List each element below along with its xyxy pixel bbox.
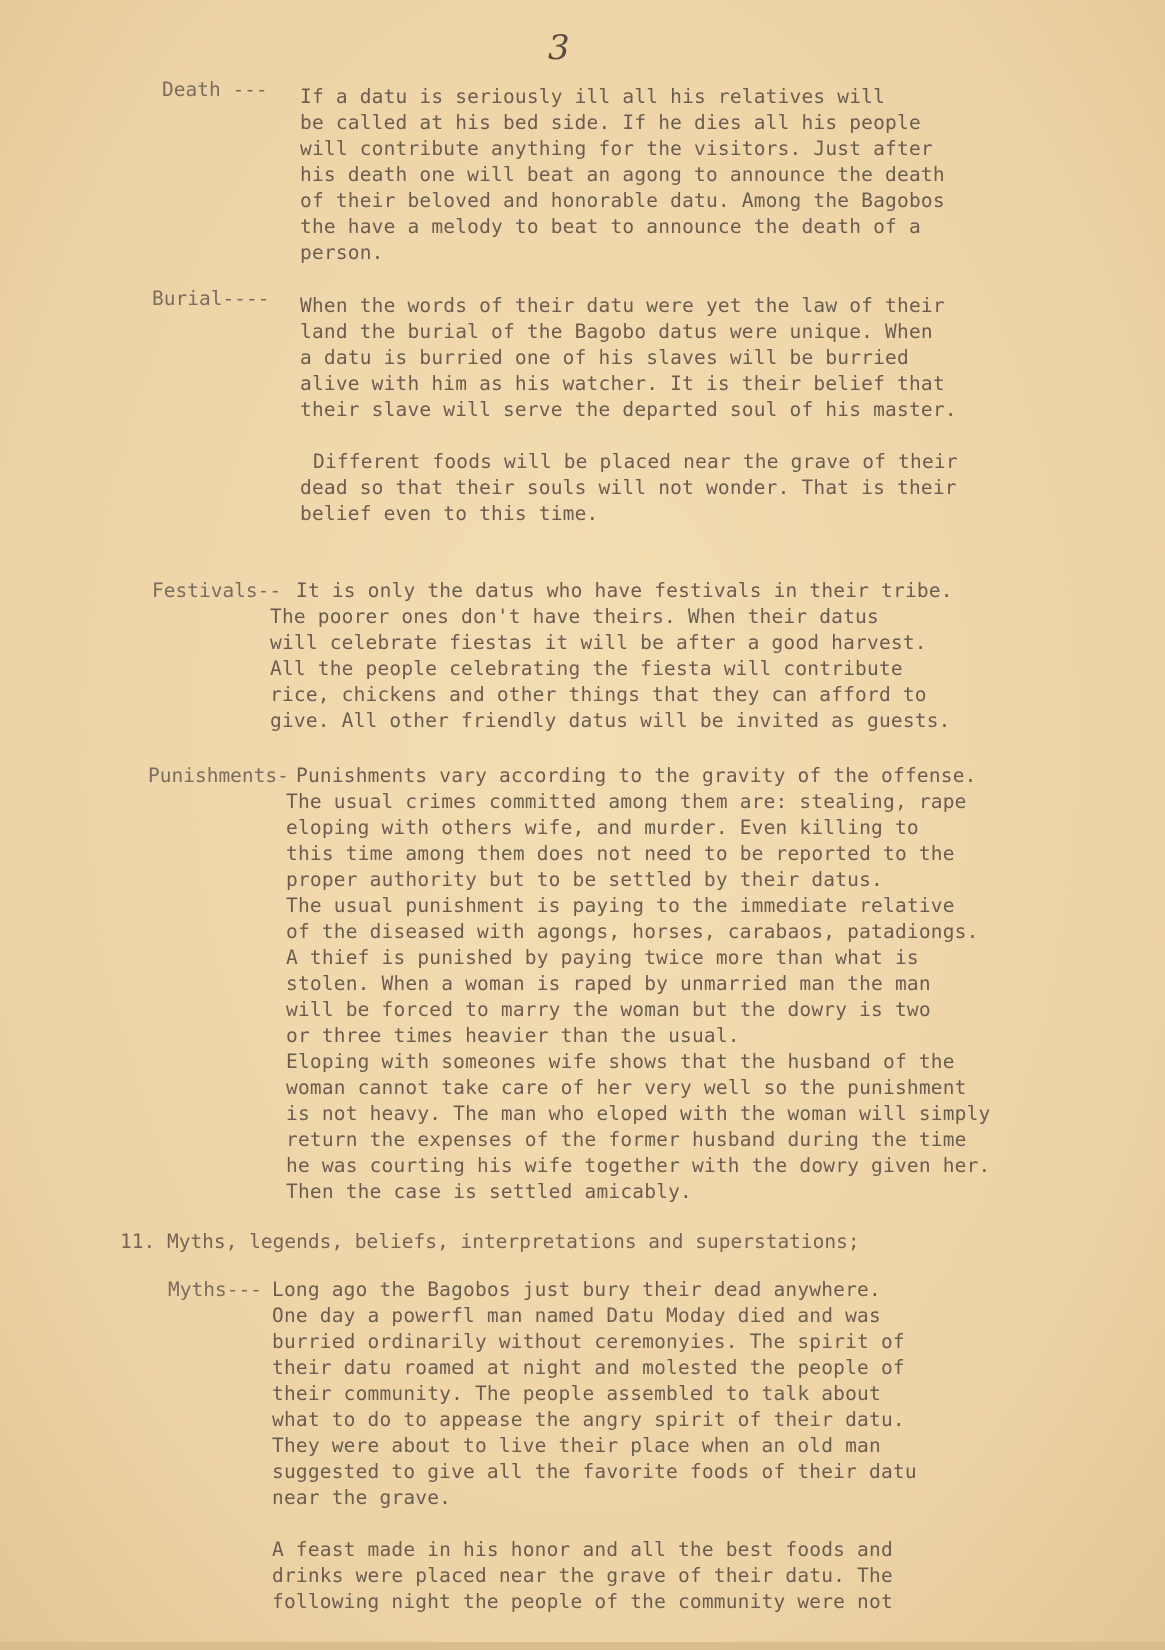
- myths-line-8: suggested to give all the favorite foods of their datu: [272, 1460, 917, 1483]
- punishments-line-17: Then the case is settled amicably.: [286, 1180, 692, 1203]
- death-line-3: will contribute anything for the visitors. Just after: [300, 137, 933, 160]
- section-11-heading: 11. Myths, legends, beliefs, interpretations and superstations;: [120, 1230, 860, 1253]
- page-number: 3: [548, 28, 570, 68]
- myths-line-9: near the grave.: [272, 1486, 452, 1509]
- burial-line-4: alive with him as his watcher. It is their belief that: [300, 372, 945, 395]
- punishments-line-16: he was courting his wife together with the dowry given her.: [286, 1154, 991, 1177]
- punishments-line-6: The usual punishment is paying to the immediate relative: [286, 894, 955, 917]
- festivals-line-6: give. All other friendly datus will be invited as guests.: [270, 709, 951, 732]
- myths-para2-line-2: drinks were placed near the grave of their datu. The: [272, 1564, 893, 1587]
- myths-line-2: One day a powerfl man named Datu Moday died and was: [272, 1304, 881, 1327]
- death-line-5: of their beloved and honorable datu. Among the Bagobos: [300, 189, 945, 212]
- myths-line-5: their community. The people assembled to talk about: [272, 1382, 881, 1405]
- burial-para2-line-3: belief even to this time.: [300, 502, 599, 525]
- punishments-line-4: this time among them does not need to be reported to the: [286, 842, 955, 865]
- burial-label: Burial----: [152, 287, 270, 310]
- festivals-line-3: will celebrate fiestas it will be after a good harvest.: [270, 631, 927, 654]
- punishments-line-2: The usual crimes committed among them are: stealing, rape: [286, 790, 967, 813]
- myths-line-4: their datu roamed at night and molested the people of: [272, 1356, 905, 1379]
- punishments-line-15: return the expenses of the former husband during the time: [286, 1128, 967, 1151]
- punishments-line-5: proper authority but to be settled by their datus.: [286, 868, 883, 891]
- myths-line-1: Long ago the Bagobos just bury their dead anywhere.: [272, 1278, 881, 1301]
- myths-para2-line-1: A feast made in his honor and all the best foods and: [272, 1538, 893, 1561]
- festivals-line-2: The poorer ones don't have theirs. When their datus: [270, 605, 879, 628]
- burial-para2-line-2: dead so that their souls will not wonder. That is their: [300, 476, 957, 499]
- death-line-7: person.: [300, 241, 384, 264]
- punishments-line-11: or three times heavier than the usual.: [286, 1024, 740, 1047]
- myths-line-6: what to do to appease the angry spirit of their datu.: [272, 1408, 905, 1431]
- death-line-2: be called at his bed side. If he dies all his people: [300, 111, 921, 134]
- burial-line-1: When the words of their datu were yet the law of their: [300, 294, 945, 317]
- burial-para2-line-1: Different foods will be placed near the grave of their: [313, 450, 958, 473]
- death-line-6: the have a melody to beat to announce the death of a: [300, 215, 921, 238]
- punishments-line-1: Punishments vary according to the gravity of the offense.: [296, 764, 977, 787]
- myths-line-7: They were about to live their place when an old man: [272, 1434, 881, 1457]
- punishments-line-9: stolen. When a woman is raped by unmarried man the man: [286, 972, 931, 995]
- punishments-line-12: Eloping with someones wife shows that the husband of the: [286, 1050, 955, 1073]
- myths-label: Myths---: [168, 1278, 262, 1301]
- punishments-line-3: eloping with others wife, and murder. Even killing to: [286, 816, 919, 839]
- festivals-line-5: rice, chickens and other things that they can afford to: [270, 683, 927, 706]
- punishments-line-10: will be forced to marry the woman but the dowry is two: [286, 998, 931, 1021]
- punishments-line-13: woman cannot take care of her very well so the punishment: [286, 1076, 967, 1099]
- myths-para2-line-3: following night the people of the community were not: [272, 1590, 893, 1613]
- punishments-line-14: is not heavy. The man who eloped with the woman will simply: [286, 1102, 991, 1125]
- burial-line-2: land the burial of the Bagobo datus were unique. When: [300, 320, 933, 343]
- death-line-1: If a datu is seriously ill all his relatives will: [300, 85, 886, 108]
- punishments-line-7: of the diseased with agongs, horses, carabaos, patadiongs.: [286, 920, 979, 943]
- myths-line-3: burried ordinarily without ceremonyies. The spirit of: [272, 1330, 905, 1353]
- punishments-label: Punishments-: [148, 764, 289, 787]
- festivals-line-1: It is only the datus who have festivals in their tribe.: [296, 579, 953, 602]
- festivals-line-4: All the people celebrating the fiesta will contribute: [270, 657, 903, 680]
- page-bottom-edge: [0, 1642, 1165, 1650]
- burial-line-3: a datu is burried one of his slaves will be burried: [300, 346, 909, 369]
- death-line-4: his death one will beat an agong to announce the death: [300, 163, 945, 186]
- festivals-label: Festivals--: [152, 579, 282, 602]
- death-label: Death ---: [162, 78, 268, 101]
- punishments-line-8: A thief is punished by paying twice more than what is: [286, 946, 919, 969]
- burial-line-5: their slave will serve the departed soul of his master.: [300, 398, 957, 421]
